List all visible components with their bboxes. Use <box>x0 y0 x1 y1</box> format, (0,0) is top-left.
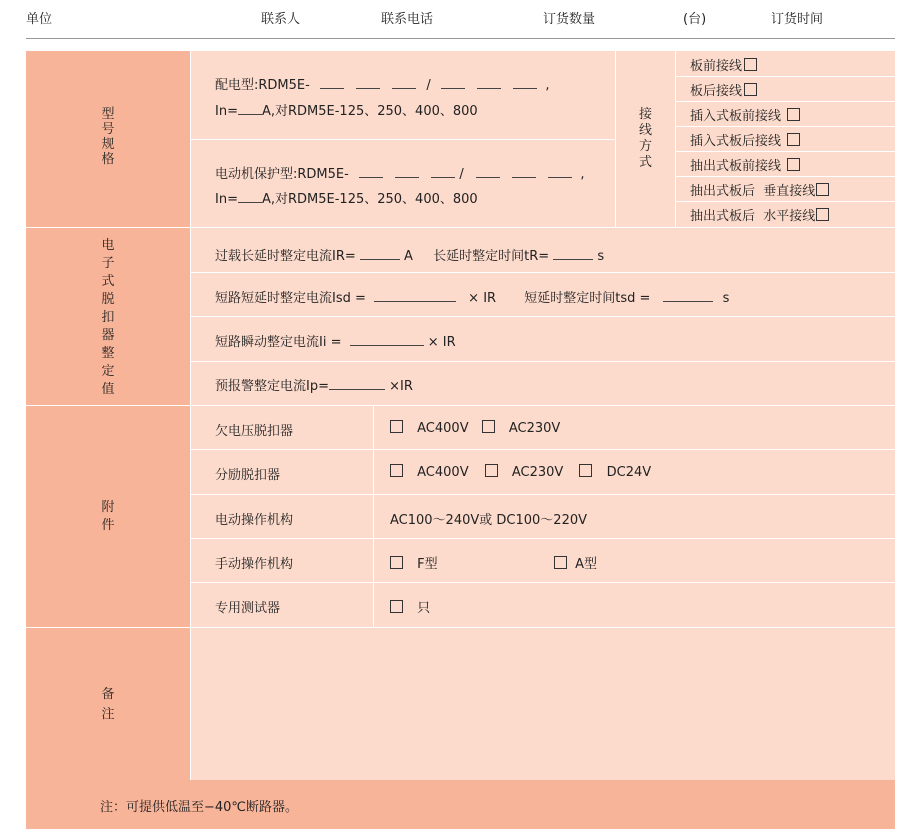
note-text: 注：可提供低温至−40℃断路器。 <box>100 800 299 815</box>
release-label-cell <box>26 228 190 405</box>
wiring-label-char: 方 <box>638 139 652 154</box>
remarks-input-area[interactable] <box>191 628 895 780</box>
remarks-label-char: 注 <box>101 707 115 722</box>
ac230v-label: AC230V <box>508 421 561 436</box>
short-circuit-delay-row <box>215 287 729 306</box>
spec-label-char: 型 <box>101 107 115 122</box>
instantaneous-current-unit: × IR <box>427 335 456 350</box>
instantaneous-current-blank[interactable] <box>350 335 424 346</box>
grid-line <box>191 538 895 539</box>
remarks-label-char: 备 <box>101 687 115 702</box>
long-delay-time-label: 长延时整定时间tR= <box>433 249 550 264</box>
wiring-option[interactable] <box>690 180 829 199</box>
model-blank[interactable] <box>392 78 416 89</box>
wiring-label-char: 线 <box>638 123 652 138</box>
manual-operator-a-option <box>554 553 597 572</box>
wiring-option-checkbox[interactable] <box>744 58 757 71</box>
comma-separator: , <box>580 167 585 182</box>
rated-current-label: In= <box>215 192 238 207</box>
rated-current-blank[interactable] <box>238 104 262 115</box>
wiring-label-char: 接 <box>638 107 652 122</box>
wiring-option-checkbox[interactable] <box>787 108 800 121</box>
grid-line <box>676 176 895 177</box>
model-blank[interactable] <box>477 78 501 89</box>
release-label-char: 整 <box>101 346 115 361</box>
release-label-char: 器 <box>101 328 115 343</box>
motor-model-prefix: 电动机保护型:RDM5E- <box>215 167 349 182</box>
a-type-label: A型 <box>575 557 598 572</box>
wiring-label-char: 式 <box>638 155 652 170</box>
motor-protection-type-line <box>215 163 584 182</box>
manual-operator-f-option <box>390 553 438 572</box>
grid-line <box>191 139 615 140</box>
short-delay-current-label: 短路短延时整定电流Isd = <box>215 291 366 306</box>
wiring-option-label: 插入式板前接线 <box>690 109 782 124</box>
grid-line <box>26 227 895 228</box>
wiring-option-checkbox[interactable] <box>787 133 800 146</box>
overload-setting-row <box>215 245 604 264</box>
grid-line <box>191 582 895 583</box>
short-delay-time-unit: s <box>722 291 730 306</box>
motor-operator-voltage: AC100～240V或 DC100～220V <box>390 513 587 528</box>
dc24v-checkbox[interactable] <box>579 464 592 477</box>
wiring-option-label: 抽出式板前接线 <box>690 159 782 174</box>
wiring-option-label: 抽出式板后 垂直接线 <box>690 184 816 199</box>
grid-line <box>676 201 895 202</box>
accessory-label-cell <box>26 406 190 627</box>
grid-line <box>26 405 895 406</box>
wiring-option-label: 板后接线 <box>690 84 743 99</box>
wiring-method-label <box>616 107 675 171</box>
overload-current-label: 过载长延时整定电流IR= <box>215 249 356 264</box>
ac230v-checkbox[interactable] <box>485 464 498 477</box>
motor-operator-label: 电动操作机构 <box>215 513 294 528</box>
model-blank[interactable] <box>513 78 537 89</box>
comma-separator: , <box>545 78 550 93</box>
order-form <box>26 51 895 829</box>
manual-operator-label: 手动操作机构 <box>215 557 294 572</box>
model-blank[interactable] <box>476 167 500 178</box>
dc24v-label: DC24V <box>606 465 652 480</box>
rated-current-options: A,对RDM5E-125、250、400、800 <box>261 104 478 119</box>
grid-line <box>191 494 895 495</box>
accessory-label-char: 附 <box>101 500 115 515</box>
short-delay-time-label: 短延时整定时间tsd = <box>524 291 651 306</box>
shunt-release-options <box>390 464 651 480</box>
model-blank[interactable] <box>359 167 383 178</box>
instantaneous-current-label: 短路瞬动整定电流Ii = <box>215 335 342 350</box>
wiring-option-checkbox[interactable] <box>744 83 757 96</box>
wiring-option-checkbox[interactable] <box>816 208 829 221</box>
shunt-release-label: 分励脱扣器 <box>215 468 281 483</box>
short-delay-current-blank[interactable] <box>374 291 456 302</box>
model-blank[interactable] <box>320 78 344 89</box>
grid-line <box>373 406 374 627</box>
distribution-model-prefix: 配电型:RDM5E- <box>215 78 310 93</box>
ac400v-label: AC400V <box>417 421 469 436</box>
release-label-char: 子 <box>101 256 115 271</box>
ac230v-checkbox[interactable] <box>482 420 495 433</box>
header-quantity-label: 订货数量 <box>543 12 596 27</box>
wiring-option[interactable] <box>690 155 800 174</box>
long-delay-time-unit: s <box>597 249 605 264</box>
rated-current-label: In= <box>215 104 238 119</box>
remarks-label-cell <box>26 628 190 780</box>
undervoltage-release-label: 欠电压脱扣器 <box>215 424 294 439</box>
wiring-option[interactable] <box>690 80 757 99</box>
wiring-option-label: 插入式板后接线 <box>690 134 782 149</box>
spec-label-char: 号 <box>101 122 115 137</box>
ac230v-label: AC230V <box>511 465 564 480</box>
spec-label-cell <box>26 51 190 227</box>
undervoltage-release-options <box>390 420 560 436</box>
wiring-option-checkbox[interactable] <box>787 158 800 171</box>
long-delay-time-blank[interactable] <box>553 249 593 260</box>
model-blank[interactable] <box>512 167 536 178</box>
f-type-label: F型 <box>417 557 438 572</box>
grid-line <box>676 76 895 77</box>
f-type-checkbox[interactable] <box>390 556 403 569</box>
grid-line <box>191 361 895 362</box>
a-type-checkbox[interactable] <box>554 556 567 569</box>
test-device-checkbox[interactable] <box>390 600 403 613</box>
overload-current-blank[interactable] <box>360 249 400 260</box>
model-blank[interactable] <box>441 78 465 89</box>
distribution-type-line <box>215 74 549 93</box>
grid-line <box>191 272 895 273</box>
wiring-option-label: 抽出式板后 水平接线 <box>690 209 816 224</box>
release-label-char: 扣 <box>101 310 115 325</box>
model-blank[interactable] <box>431 167 455 178</box>
pre-alarm-row <box>215 375 413 394</box>
wiring-option[interactable] <box>690 130 800 149</box>
slash-separator: / <box>426 78 431 93</box>
slash-separator: / <box>459 167 464 182</box>
test-device-unit: 只 <box>417 601 431 616</box>
test-device-label: 专用测试器 <box>215 601 281 616</box>
header-order-time-label: 订货时间 <box>771 12 824 27</box>
pre-alarm-current-blank[interactable] <box>329 379 385 390</box>
grid-line <box>676 151 895 152</box>
release-label-char: 式 <box>101 274 115 289</box>
model-blank[interactable] <box>548 167 572 178</box>
spec-label-char: 规 <box>101 137 115 152</box>
release-label-char: 脱 <box>101 292 115 307</box>
wiring-option[interactable] <box>690 205 829 224</box>
note-bar <box>26 780 895 829</box>
motor-rated-current-line <box>215 188 478 207</box>
release-label-char: 值 <box>101 382 115 397</box>
header-divider <box>26 38 895 39</box>
wiring-option-checkbox[interactable] <box>816 183 829 196</box>
pre-alarm-current-unit: ×IR <box>389 379 413 394</box>
ac400v-checkbox[interactable] <box>390 420 403 433</box>
distribution-rated-current-line <box>215 100 478 119</box>
overload-current-unit: A <box>404 249 413 264</box>
short-delay-time-blank[interactable] <box>663 291 713 302</box>
release-label-char: 电 <box>101 238 115 253</box>
spec-label-char: 格 <box>101 152 115 167</box>
release-label-char: 定 <box>101 364 115 379</box>
header-unit-tai-label: (台) <box>683 12 707 27</box>
pre-alarm-current-label: 预报警整定电流Ip= <box>215 379 329 394</box>
ac400v-checkbox[interactable] <box>390 464 403 477</box>
grid-line <box>676 126 895 127</box>
wiring-option-label: 板前接线 <box>690 59 743 74</box>
ac400v-label: AC400V <box>417 465 469 480</box>
header-unit-label: 单位 <box>26 12 53 27</box>
grid-line <box>191 316 895 317</box>
grid-line <box>191 449 895 450</box>
model-blank[interactable] <box>356 78 380 89</box>
test-device-option <box>390 597 430 616</box>
rated-current-options: A,对RDM5E-125、250、400、800 <box>261 192 478 207</box>
short-delay-current-unit: × IR <box>468 291 497 306</box>
model-blank[interactable] <box>395 167 419 178</box>
wiring-option[interactable] <box>690 55 757 74</box>
header-contact-label: 联系人 <box>261 12 301 27</box>
header-phone-label: 联系电话 <box>381 12 434 27</box>
wiring-option[interactable] <box>690 105 800 124</box>
instantaneous-row <box>215 331 456 350</box>
accessory-label-char: 件 <box>101 518 115 533</box>
grid-line <box>676 101 895 102</box>
rated-current-blank[interactable] <box>238 192 262 203</box>
